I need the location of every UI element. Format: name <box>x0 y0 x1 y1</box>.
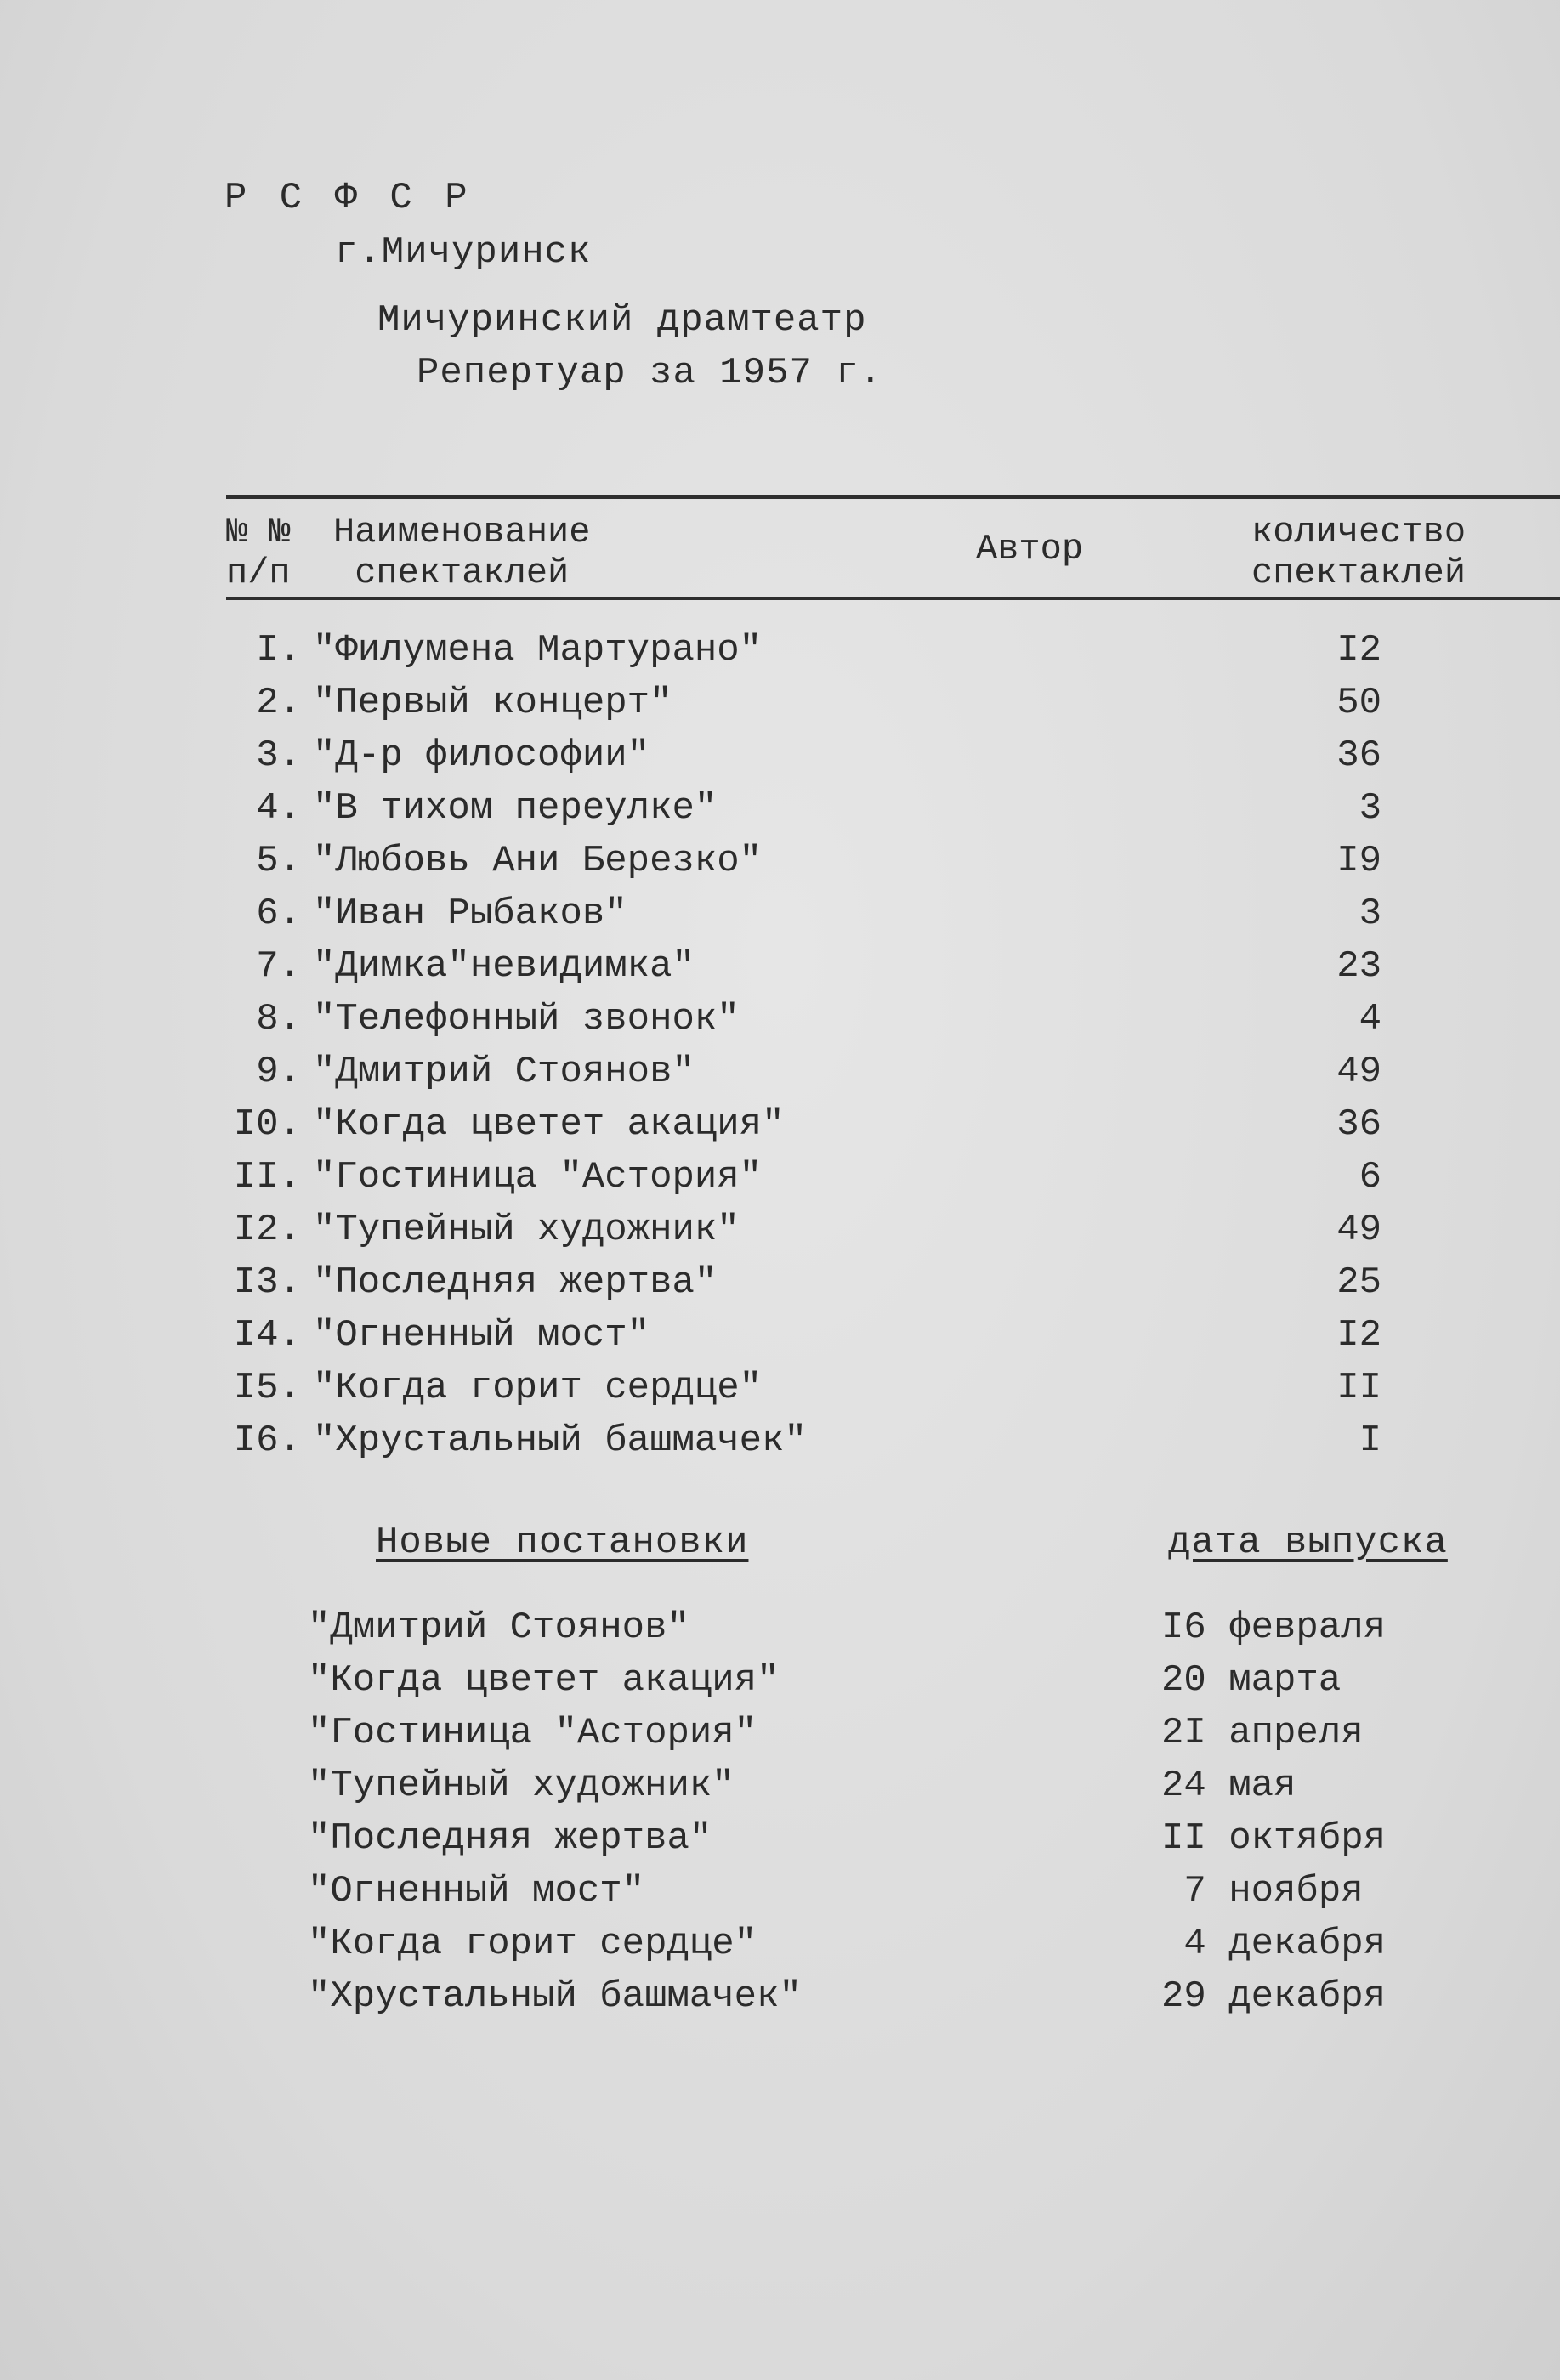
production-title: "Огненный мост" <box>308 1870 645 1912</box>
release-date: 7 ноября <box>1161 1870 1364 1912</box>
production-title: "Хрустальный башмачек" <box>308 1975 802 2018</box>
column-header-title: Наименование спектаклей <box>333 512 591 593</box>
column-header-author: Автор <box>976 529 1084 570</box>
row-title: "Когда цветет акация" <box>313 1103 785 1146</box>
row-title: "Тупейный художник" <box>313 1209 740 1251</box>
row-count: 3 <box>1359 892 1381 935</box>
column-header-count: количество спектаклей <box>1251 512 1466 593</box>
table-top-rule <box>226 495 1560 499</box>
row-number: 2. <box>256 682 301 724</box>
row-title: "Димка"невидимка" <box>313 945 695 988</box>
production-title: "Гостиница "Астория" <box>308 1712 757 1754</box>
production-title: "Последняя жертва" <box>308 1817 712 1860</box>
row-count: 23 <box>1336 945 1381 988</box>
row-title: "Любовь Ани Березко" <box>313 840 763 882</box>
row-count: I2 <box>1336 1314 1381 1357</box>
column-header-number: № № п/п <box>226 512 291 593</box>
row-number: I5. <box>233 1367 301 1409</box>
row-title: "Филумена Мартурано" <box>313 629 763 672</box>
row-number: I3. <box>233 1261 301 1304</box>
production-title: "Когда горит сердце" <box>308 1923 757 1965</box>
row-number: I. <box>256 629 301 672</box>
row-count: 36 <box>1336 734 1381 777</box>
production-title: "Дмитрий Стоянов" <box>308 1606 689 1649</box>
release-date: 24 мая <box>1161 1765 1296 1807</box>
row-number: I0. <box>233 1103 301 1146</box>
row-number: 9. <box>256 1051 301 1093</box>
row-title: "Гостиница "Астория" <box>313 1156 763 1198</box>
row-count: 4 <box>1359 998 1381 1040</box>
release-date-heading: дата выпуска <box>1168 1522 1448 1564</box>
row-number: 4. <box>256 787 301 830</box>
row-count: 49 <box>1336 1051 1381 1093</box>
row-title: "Дмитрий Стоянов" <box>313 1051 695 1093</box>
row-title: "Хрустальный башмачек" <box>313 1420 807 1462</box>
row-number: 3. <box>256 734 301 777</box>
row-number: II. <box>233 1156 301 1198</box>
release-date: 20 марта <box>1161 1659 1342 1702</box>
row-count: I2 <box>1336 629 1381 672</box>
row-number: I2. <box>233 1209 301 1251</box>
repertoire-title: Репертуар за 1957 г. <box>417 352 883 394</box>
row-title: "Иван Рыбаков" <box>313 892 627 935</box>
row-count: 3 <box>1359 787 1381 830</box>
new-productions-heading: Новые постановки <box>376 1522 749 1564</box>
row-title: "Первый концерт" <box>313 682 672 724</box>
row-title: "В тихом переулке" <box>313 787 718 830</box>
theatre-name: Мичуринский драмтеатр <box>377 299 867 342</box>
release-date: I6 февраля <box>1161 1606 1387 1649</box>
row-count: I9 <box>1336 840 1381 882</box>
row-count: 25 <box>1336 1261 1381 1304</box>
row-title: "Последняя жертва" <box>313 1261 718 1304</box>
row-number: 7. <box>256 945 301 988</box>
row-count: I <box>1359 1420 1381 1462</box>
row-number: I4. <box>233 1314 301 1357</box>
release-date: 4 декабря <box>1161 1923 1387 1965</box>
row-title: "Телефонный звонок" <box>313 998 740 1040</box>
row-count: 49 <box>1336 1209 1381 1251</box>
row-count: 6 <box>1359 1156 1381 1198</box>
row-title: "Огненный мост" <box>313 1314 650 1357</box>
release-date: 2I апреля <box>1161 1712 1364 1754</box>
row-number: 6. <box>256 892 301 935</box>
row-title: "Когда горит сердце" <box>313 1367 763 1409</box>
row-count: 50 <box>1336 682 1381 724</box>
row-count: 36 <box>1336 1103 1381 1146</box>
row-number: I6. <box>233 1420 301 1462</box>
release-date: 29 декабря <box>1161 1975 1387 2018</box>
row-count: II <box>1336 1367 1381 1409</box>
release-date: II октября <box>1161 1817 1387 1860</box>
row-number: 5. <box>256 840 301 882</box>
republic-heading: Р С Ф С Р <box>224 177 473 219</box>
production-title: "Когда цветет акация" <box>308 1659 780 1702</box>
production-title: "Тупейный художник" <box>308 1765 735 1807</box>
row-number: 8. <box>256 998 301 1040</box>
city-heading: г.Мичуринск <box>335 231 592 274</box>
table-header-rule <box>226 597 1560 600</box>
row-title: "Д-р философии" <box>313 734 650 777</box>
